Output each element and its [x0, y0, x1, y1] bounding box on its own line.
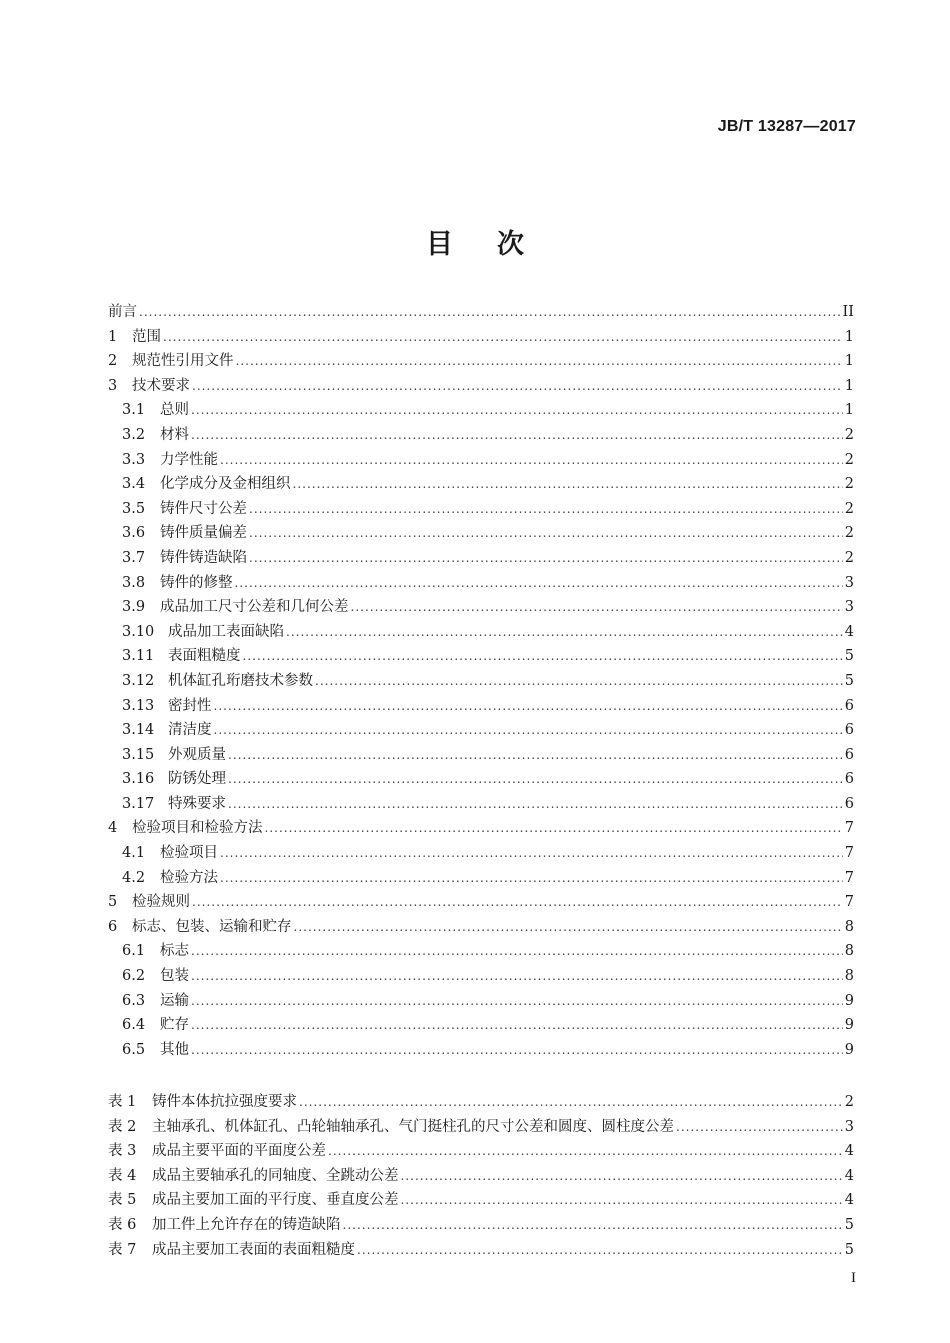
toc-entry-number: 4.1	[122, 845, 146, 862]
toc-entry-label: 范围	[132, 328, 161, 345]
toc-entry-page: 1	[844, 377, 854, 394]
toc-entry-page: 7	[844, 894, 854, 911]
toc-entry-page: 6	[844, 795, 854, 812]
leader-dots	[228, 792, 843, 817]
table-entry[interactable]	[108, 1213, 854, 1238]
leader-dots	[294, 915, 843, 940]
leader-dots	[357, 1238, 843, 1263]
toc-entry[interactable]	[108, 1038, 854, 1063]
table-entry-label: 加工件上允许存在的铸造缺陷	[152, 1216, 341, 1233]
toc-entry[interactable]	[108, 989, 854, 1014]
leader-dots	[293, 472, 843, 497]
toc-entry-page: 2	[844, 451, 854, 468]
toc-entry-number: 1	[108, 328, 118, 345]
toc-entry-label: 检验项目	[160, 845, 218, 862]
toc-entry[interactable]	[108, 669, 854, 694]
leader-dots	[243, 644, 843, 669]
leader-dots	[286, 620, 843, 645]
table-entry-number: 表 4	[108, 1167, 137, 1184]
toc-entry-number: 3.3	[122, 451, 146, 468]
table-entry-number: 表 1	[108, 1094, 137, 1110]
toc-entry[interactable]	[108, 349, 854, 374]
toc-entry-number: 3.1	[122, 402, 146, 419]
leader-dots	[236, 349, 843, 374]
toc-entry-number: 6.5	[122, 1041, 146, 1058]
toc-entry-page: 8	[844, 968, 854, 985]
page-title	[0, 222, 950, 261]
toc-entry[interactable]	[108, 939, 854, 964]
toc-entry[interactable]	[108, 423, 854, 448]
toc-entry-number: 3.5	[122, 500, 146, 517]
toc-entry-label: 运输	[160, 992, 189, 1009]
table-entry[interactable]	[108, 1139, 854, 1164]
table-entry-page: 4	[844, 1143, 854, 1160]
toc-entry-number: 4.2	[122, 869, 146, 886]
table-entry-label: 成品主要平面的平面度公差	[152, 1143, 326, 1160]
page-title-part1: 目	[426, 229, 453, 260]
toc-entry-number: 3.14	[122, 722, 155, 739]
page-number: I	[851, 1270, 856, 1286]
toc-entry-label: 标志、包装、运输和贮存	[132, 918, 292, 935]
toc-entry[interactable]	[108, 398, 854, 423]
toc-entry[interactable]	[108, 497, 854, 522]
leader-dots	[235, 571, 843, 596]
toc-entry[interactable]	[108, 521, 854, 546]
toc-entry[interactable]	[108, 571, 854, 596]
leader-dots	[249, 497, 843, 522]
toc-entry-page: 5	[844, 672, 854, 689]
toc-entry-label: 成品加工表面缺陷	[168, 623, 284, 640]
toc-entry-label: 表面粗糙度	[168, 648, 241, 665]
toc-entry-page: 8	[844, 943, 854, 960]
toc-entry-label: 清洁度	[168, 722, 212, 739]
leader-dots	[299, 1090, 843, 1115]
leader-dots	[228, 743, 843, 768]
table-entry[interactable]	[108, 1090, 854, 1115]
toc-entry-page: 1	[844, 402, 854, 419]
page-title-part2: 次	[497, 229, 524, 260]
toc-entry[interactable]	[108, 890, 854, 915]
toc-entry-label: 铸件尺寸公差	[160, 500, 247, 517]
toc-entry-label: 其他	[160, 1041, 189, 1058]
toc-entry[interactable]	[108, 767, 854, 792]
toc-entry-label: 前言	[108, 304, 137, 320]
table-entry-number: 表 2	[108, 1118, 137, 1135]
leader-dots	[228, 767, 843, 792]
toc-entry-page: 6	[844, 722, 854, 739]
table-entry-label: 成品主要轴承孔的同轴度、全跳动公差	[152, 1167, 399, 1184]
table-entry-number: 表 6	[108, 1216, 137, 1233]
toc-entry[interactable]	[108, 841, 854, 866]
toc-entry-page: 2	[844, 476, 854, 493]
toc-entry[interactable]	[108, 792, 854, 817]
toc-entry-label: 技术要求	[132, 377, 190, 394]
leader-dots	[401, 1188, 843, 1213]
toc-entry[interactable]	[108, 448, 854, 473]
toc-entry-number: 3.16	[122, 771, 155, 788]
toc-entry-page: 1	[844, 353, 854, 370]
toc-entry-number: 3.8	[122, 574, 146, 591]
toc-entry-number: 3.4	[122, 476, 146, 493]
toc-entry-page: 8	[844, 918, 854, 935]
leader-dots	[328, 1139, 843, 1164]
leader-dots	[343, 1213, 843, 1238]
leader-dots	[220, 448, 843, 473]
toc-entry-page: 6	[844, 746, 854, 763]
toc-entry-label: 力学性能	[160, 451, 218, 468]
toc-entry-page: 7	[844, 845, 854, 862]
table-entry-page: 5	[844, 1216, 854, 1233]
leader-dots	[401, 1164, 843, 1189]
toc-entry-page: 1	[844, 328, 854, 345]
toc-entry-number: 6.4	[122, 1017, 146, 1034]
toc-entry-label: 标志	[160, 943, 189, 960]
toc-entry-page: 3	[844, 599, 854, 616]
toc-entry-label: 检验项目和检验方法	[132, 820, 263, 837]
leader-dots	[191, 1038, 843, 1063]
toc-entry-label: 化学成分及金相组织	[160, 476, 291, 493]
toc-entry-number: 3.2	[122, 426, 146, 443]
toc-entry-label: 铸件铸造缺陷	[160, 549, 247, 566]
toc-entry-label: 防锈处理	[168, 771, 226, 788]
table-entry[interactable]	[108, 1164, 854, 1189]
toc-entry-label: 贮存	[160, 1017, 189, 1034]
toc-entry[interactable]	[108, 644, 854, 669]
toc-entry-page: 7	[844, 820, 854, 837]
toc-entry-label: 检验规则	[132, 894, 190, 911]
toc-entry[interactable]	[108, 866, 854, 891]
toc-entry-page: 6	[844, 771, 854, 788]
toc-entry-number: 6	[108, 918, 118, 935]
toc-entry-page: II	[842, 304, 854, 320]
toc-entry-page: 2	[844, 426, 854, 443]
leader-dots	[163, 325, 843, 350]
leader-dots	[676, 1115, 843, 1140]
toc-entry-number: 3.10	[122, 623, 155, 640]
toc-entry-label: 检验方法	[160, 869, 218, 886]
toc-entry-number: 2	[108, 353, 118, 370]
table-list	[108, 1090, 854, 1262]
table-entry-number: 表 7	[108, 1241, 137, 1258]
toc-entry[interactable]	[108, 472, 854, 497]
toc-entry-number: 6.3	[122, 992, 146, 1009]
toc-entry[interactable]	[108, 718, 854, 743]
leader-dots	[191, 939, 843, 964]
leader-dots	[192, 890, 843, 915]
toc-entry-number: 3.9	[122, 599, 146, 616]
toc-entry[interactable]	[108, 325, 854, 350]
toc-entry[interactable]	[108, 915, 854, 940]
table-entry-number: 表 3	[108, 1143, 137, 1160]
toc-entry[interactable]	[108, 694, 854, 719]
toc-entry-page: 3	[844, 574, 854, 591]
toc-entry-page: 7	[844, 869, 854, 886]
toc-entry-label: 密封性	[168, 697, 212, 714]
toc-entry-number: 3.7	[122, 549, 146, 566]
toc-entry-number: 3.12	[122, 672, 155, 689]
leader-dots	[192, 374, 843, 399]
leader-dots	[191, 1013, 843, 1038]
toc-entry-label: 材料	[160, 426, 189, 443]
toc-entry-label: 总则	[160, 402, 189, 419]
table-entry-page: 3	[844, 1118, 854, 1135]
table-entry-page: 5	[844, 1241, 854, 1258]
toc-entry[interactable]	[108, 546, 854, 571]
toc-entry[interactable]	[108, 374, 854, 399]
toc-entry-number: 4	[108, 820, 118, 837]
leader-dots	[265, 816, 843, 841]
toc-entry-page: 4	[844, 623, 854, 640]
toc-entry-number: 3.6	[122, 525, 146, 542]
leader-dots	[220, 866, 843, 891]
toc-entry-page: 9	[844, 1017, 854, 1034]
toc-entry-number: 3.11	[122, 648, 155, 665]
table-entry-number: 表 5	[108, 1192, 137, 1209]
toc-entry-page: 9	[844, 992, 854, 1009]
toc-entry-label: 铸件质量偏差	[160, 525, 247, 542]
leader-dots	[214, 694, 843, 719]
toc-entry-number: 5	[108, 894, 118, 911]
toc-entry[interactable]	[108, 964, 854, 989]
leader-dots	[249, 521, 843, 546]
leader-dots	[220, 841, 843, 866]
table-entry-page: 4	[844, 1192, 854, 1209]
toc-entry-number: 6.1	[122, 943, 146, 960]
toc-entry-page: 2	[844, 525, 854, 542]
standard-number: JB/T 13287—2017	[717, 118, 856, 135]
table-entry-label: 成品主要加工表面的表面粗糙度	[152, 1241, 355, 1258]
leader-dots	[214, 718, 843, 743]
toc-entry[interactable]	[108, 620, 854, 645]
table-entry[interactable]	[108, 1188, 854, 1213]
toc-entry-label: 特殊要求	[168, 795, 226, 812]
toc-entry-page: 5	[844, 648, 854, 665]
table-entry-label: 主轴承孔、机体缸孔、凸轮轴轴承孔、气门挺柱孔的尺寸公差和圆度、圆柱度公差	[152, 1118, 674, 1135]
toc-entry-number: 6.2	[122, 968, 146, 985]
toc-entry-label: 机体缸孔珩磨技术参数	[168, 672, 313, 689]
toc-entry-page: 2	[844, 500, 854, 517]
table-entry-label: 成品主要加工面的平行度、垂直度公差	[152, 1192, 399, 1209]
toc-entry-number: 3.15	[122, 746, 155, 763]
toc-entry-number: 3	[108, 377, 118, 394]
toc-entry[interactable]	[108, 595, 854, 620]
toc-entry[interactable]	[108, 300, 854, 325]
table-entry-page: 2	[844, 1094, 854, 1110]
toc-entry[interactable]	[108, 743, 854, 768]
toc-entry-label: 规范性引用文件	[132, 353, 234, 370]
toc-entry-label: 成品加工尺寸公差和几何公差	[160, 599, 349, 616]
table-entry-label: 铸件本体抗拉强度要求	[152, 1094, 297, 1110]
leader-dots	[191, 423, 843, 448]
toc-entry-page: 2	[844, 549, 854, 566]
toc-entry-number: 3.13	[122, 697, 155, 714]
toc-entry-label: 外观质量	[168, 746, 226, 763]
leader-dots	[249, 546, 843, 571]
toc-entry[interactable]	[108, 816, 854, 841]
toc-entry-label: 包装	[160, 968, 189, 985]
toc-entry[interactable]	[108, 1013, 854, 1038]
table-entry[interactable]	[108, 1238, 854, 1263]
toc-entry-label: 铸件的修整	[160, 574, 233, 591]
leader-dots	[191, 964, 843, 989]
leader-dots	[191, 989, 843, 1014]
toc-entry-page: 6	[844, 697, 854, 714]
leader-dots	[351, 595, 843, 620]
leader-dots	[139, 300, 841, 325]
toc-list	[108, 300, 854, 1062]
leader-dots	[191, 398, 843, 423]
table-entry-page: 4	[844, 1167, 854, 1184]
table-entry[interactable]	[108, 1115, 854, 1140]
leader-dots	[315, 669, 843, 694]
toc-entry-number: 3.17	[122, 795, 155, 812]
toc-entry-page: 9	[844, 1041, 854, 1058]
